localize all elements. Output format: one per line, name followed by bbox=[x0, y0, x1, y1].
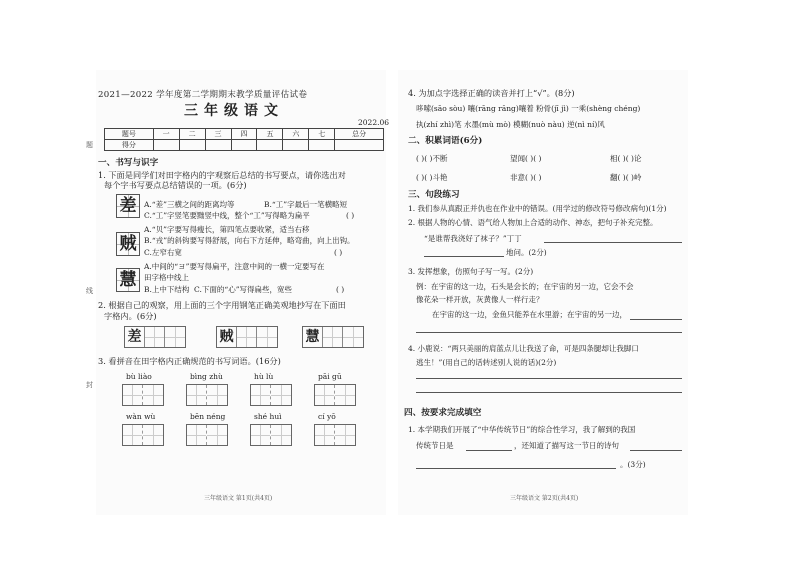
section-1-title: 一、书写与识字 bbox=[98, 158, 159, 168]
left-footer: 三年级语文 第1页(共4页) bbox=[204, 495, 273, 502]
binding-label-1: 题 bbox=[86, 141, 93, 149]
pinyin-5: wàn wù bbox=[126, 412, 156, 421]
score-cell bbox=[205, 140, 231, 151]
copy-box-char: 贼 bbox=[217, 327, 237, 347]
write-box-4[interactable] bbox=[314, 384, 356, 406]
idiom-4[interactable]: ( )( )斗艳 bbox=[416, 173, 448, 182]
c1-option-c: C.“工”字竖笔要黜竖中线，整个“工”写得略为扁平 bbox=[144, 211, 310, 220]
score-cell: 总分 bbox=[335, 129, 384, 140]
q3-text: 3. 看拼音在田字格内正确规范的书写词语。(16分) bbox=[98, 356, 281, 366]
copy-box-empty[interactable] bbox=[343, 327, 363, 347]
q2-text-2: 字格内。(6分) bbox=[104, 311, 157, 321]
q4-row-1: 哆嗦(sāo sòu) 嚷(rāng răng)嚷着 粉骨(jī jì) 一乘(shèng chéng) bbox=[416, 104, 641, 113]
c3-option-b: B.上中下结构 bbox=[144, 285, 190, 294]
char-box-3: 慧 bbox=[116, 268, 140, 292]
copy-box-empty[interactable] bbox=[165, 327, 185, 347]
q1-text: 1. 下面是同学们对田字格内的字观察后总结的书写要点，请你选出对 bbox=[98, 170, 346, 180]
s2-suffix: 地问。(2分) bbox=[506, 248, 547, 257]
c2-option-b: B.“戎”的斜钩要写得舒展，向右下方延伸，略弯曲，向上出钩。 bbox=[144, 236, 355, 245]
section-2-title: 二、积累词语(6分) bbox=[408, 136, 483, 146]
score-header-row bbox=[105, 129, 384, 140]
write-box-8[interactable] bbox=[314, 424, 356, 446]
c2-option-c: C.左窄右宽 bbox=[144, 248, 182, 257]
c1-option-b: B.“工”字最后一笔横略短 bbox=[264, 200, 348, 209]
right-footer: 三年级语文 第2页(共4页) bbox=[510, 495, 579, 502]
copy-box-char: 差 bbox=[125, 327, 145, 347]
c3-option-a2: 田字格中线上 bbox=[144, 273, 189, 282]
char-box-1: 差 bbox=[116, 194, 140, 218]
q2-text: 2. 根据自己的观察，用上面的三个字用钢笔正确美观地抄写在下面田 bbox=[98, 300, 346, 310]
s4-text-2: 逃生！”(用自己的话转述别人说的话)(2分) bbox=[416, 358, 557, 367]
s1-text: 1. 我们参从真跟正并仇也在作业中的错误。(用学过的修改符号修改病句)(1分) bbox=[408, 204, 667, 213]
idiom-6[interactable]: 翻( )( )岭 bbox=[610, 173, 642, 182]
score-cell: 一 bbox=[153, 129, 179, 140]
f1-answer-line-1[interactable] bbox=[466, 450, 512, 451]
s3-example-2: 像花朵一样开放，灰黄像人一样行走？ bbox=[416, 295, 544, 304]
s3-prompt: 在宇宙的这一边，金鱼只能养在水里游；在宇宙的另一边， bbox=[432, 310, 627, 319]
pinyin-7: shé huì bbox=[254, 412, 282, 421]
exam-header: 2021—2022 学年度第二学期期末教学质量评估试卷 bbox=[98, 90, 308, 100]
pinyin-4: pāi gū bbox=[318, 372, 342, 381]
f1-answer-line-3[interactable] bbox=[416, 468, 616, 469]
c1-answer[interactable]: ( ) bbox=[346, 211, 355, 220]
s3-answer-line-1[interactable] bbox=[630, 319, 682, 320]
idiom-2[interactable]: 望闻( )( ) bbox=[510, 154, 542, 163]
s3-text: 3. 发挥想象，仿照句子写一写。(2分) bbox=[408, 267, 534, 276]
idiom-1[interactable]: ( )( )不断 bbox=[416, 154, 448, 163]
c3-answer[interactable]: ( ) bbox=[336, 285, 345, 294]
score-cell: 五 bbox=[257, 129, 283, 140]
write-box-7[interactable] bbox=[250, 424, 292, 446]
copy-box-empty[interactable] bbox=[257, 327, 277, 347]
score-cell: 七 bbox=[309, 129, 335, 140]
s3-example-1: 例：在宇宙的这一边，石头是会长的；在宇宙的另一边，它会不会 bbox=[416, 282, 634, 291]
copy-box-1[interactable] bbox=[124, 326, 186, 348]
pinyin-8: cí yō bbox=[318, 412, 336, 421]
score-cell bbox=[153, 140, 179, 151]
binding-label-3: 封 bbox=[86, 381, 93, 389]
exam-date: 2022.06 bbox=[358, 118, 390, 127]
write-box-1[interactable] bbox=[122, 384, 164, 406]
binding-label-2: 线 bbox=[86, 287, 93, 295]
q1-text-2: 每个字书写要点总结错误的一项。(6分) bbox=[104, 180, 247, 190]
section-4-title: 四、按要求完成填空 bbox=[404, 408, 482, 418]
score-cell bbox=[231, 140, 257, 151]
pinyin-1: bù liào bbox=[126, 372, 152, 381]
write-box-6[interactable] bbox=[186, 424, 228, 446]
c2-answer[interactable]: ( ) bbox=[334, 248, 343, 257]
score-cell bbox=[335, 140, 384, 151]
score-cell bbox=[283, 140, 309, 151]
f1-text-2: 传统节日是 bbox=[416, 441, 454, 450]
pinyin-3: hù lù bbox=[254, 372, 274, 381]
copy-box-empty[interactable] bbox=[237, 327, 257, 347]
pinyin-6: bēn néng bbox=[190, 412, 226, 421]
c3-option-a: A.中间的“ヨ”要写得扁平，注意中间的一横一定要写在 bbox=[144, 262, 325, 271]
q4-row-2: 执(zhí zhì)笔 水墨(mù mò) 模糊(nuò nàu) 逆(nì ní)风 bbox=[416, 120, 605, 129]
idiom-3[interactable]: 相( )( )论 bbox=[610, 154, 642, 163]
c1-option-a: A.“差”三横之间的距离均等 bbox=[144, 200, 235, 209]
score-cell: 四 bbox=[231, 129, 257, 140]
left-page bbox=[96, 70, 390, 515]
s4-answer-line-1[interactable] bbox=[416, 378, 682, 379]
s2-prompt: “是谁帮我浇好了袜子？”丁丁 bbox=[424, 234, 522, 243]
char-box-2: 贼 bbox=[116, 232, 140, 256]
copy-box-2[interactable] bbox=[216, 326, 278, 348]
s3-answer-line-2[interactable] bbox=[416, 332, 682, 333]
score-cell: 题号 bbox=[105, 129, 154, 140]
copy-box-empty[interactable] bbox=[323, 327, 343, 347]
write-box-2[interactable] bbox=[186, 384, 228, 406]
write-box-5[interactable] bbox=[122, 424, 164, 446]
exam-subject: 三年级语文 bbox=[184, 103, 284, 119]
score-cell bbox=[257, 140, 283, 151]
section-3-title: 三、句段练习 bbox=[408, 190, 460, 200]
write-box-3[interactable] bbox=[250, 384, 292, 406]
q4-text: 4. 为加点字选择正确的读音并打上“√”。(8分) bbox=[408, 88, 575, 98]
s2-answer-line-1[interactable] bbox=[544, 242, 682, 243]
score-cell: 六 bbox=[283, 129, 309, 140]
f1-answer-line-2[interactable] bbox=[630, 450, 682, 451]
pinyin-2: bìng zhù bbox=[190, 372, 223, 381]
copy-box-3[interactable] bbox=[302, 326, 364, 348]
score-cell: 得分 bbox=[105, 140, 154, 151]
idiom-5[interactable]: 非意( )( ) bbox=[510, 173, 542, 182]
copy-box-char: 慧 bbox=[303, 327, 323, 347]
f1-suffix: 。(3分) bbox=[620, 460, 646, 469]
score-cell bbox=[309, 140, 335, 151]
copy-box-empty[interactable] bbox=[145, 327, 165, 347]
s2-text: 2. 根据人物的心情、语气给人物加上合适的动作、神态，把句子补充完整。 bbox=[408, 218, 658, 227]
s2-answer-line-2[interactable] bbox=[424, 256, 504, 257]
score-table bbox=[104, 128, 384, 151]
s4-text: 4. 小鹿说：“两只美丽的肩蓝点儿让我送了命，可是四条腿却让我脚口 bbox=[408, 344, 639, 353]
s4-answer-line-2[interactable] bbox=[416, 392, 682, 393]
score-cell: 二 bbox=[179, 129, 205, 140]
c2-option-a: A.“贝”字要写得瘦长，第四笔点要收紧，适当右移 bbox=[144, 225, 310, 234]
f1-text: 1. 本学期我们开展了“中华传统节日”的综合性学习，我了解到的我国 bbox=[408, 425, 636, 434]
right-page bbox=[398, 70, 688, 515]
score-cell bbox=[179, 140, 205, 151]
score-value-row bbox=[105, 140, 384, 151]
f1-text-3: ，还知道了描写这一节日的诗句 bbox=[514, 441, 619, 450]
c3-option-c: C.下面的“心”写得扁些，宽些 bbox=[194, 285, 293, 294]
score-cell: 三 bbox=[205, 129, 231, 140]
